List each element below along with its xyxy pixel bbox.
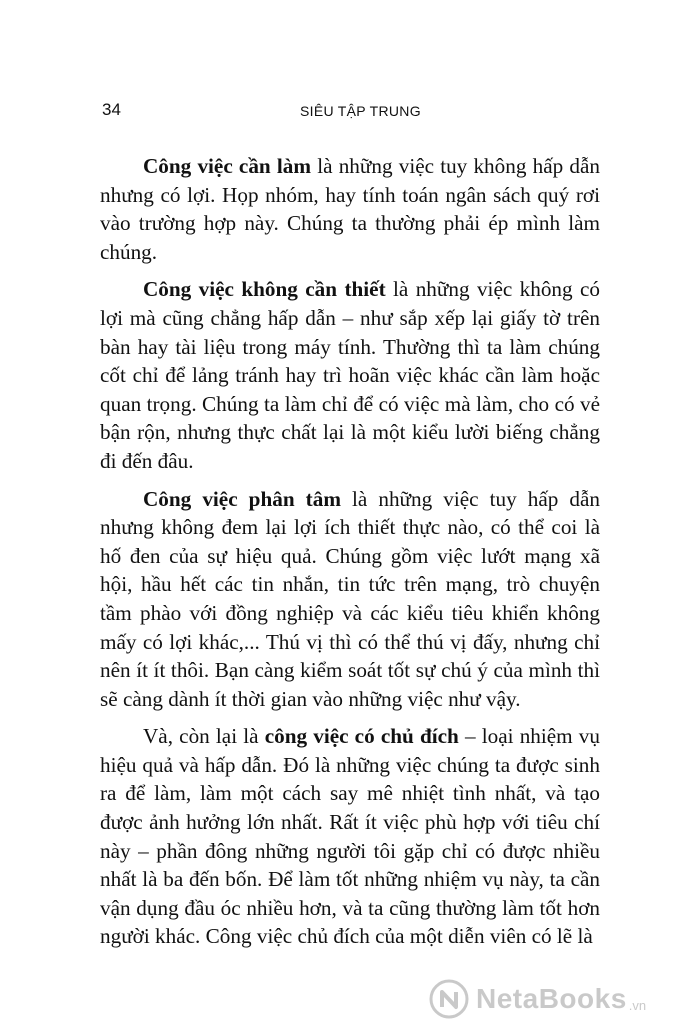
paragraph-text: là những việc tuy hấp dẫn nhưng không đem lại lợi ích thiết thực nào, có thể coi là hố đen của sự hiệu quả. Chúng gồm việc lướt mạng xã hội, hầu hết các tin nhắn, tin tức trên mạng, trò chuyện tầm phào với đồng nghiệp và các kiểu tiêu khiển không mấy có lợi khác,... Thú vị thì có thể thú vị đấy, nhưng chỉ nên ít ít thôi. Bạn càng kiểm soát tốt sự chú ý của mình thì sẽ càng dành ít thời gian vào những việc như vậy. (100, 486, 600, 711)
watermark-suffix: .vn (628, 997, 647, 1013)
paragraph-purposeful-work (100, 722, 600, 951)
paragraph-intro: Và, còn lại là (143, 724, 265, 749)
paragraph-unnecessary-work (100, 275, 600, 475)
watermark-brand: NetaBooks (476, 983, 627, 1014)
page-header (100, 100, 600, 122)
paragraph-text: – loại nhiệm vụ hiệu quả và hấp dẫn. Đó là những việc chúng ta được sinh ra để làm, làm một cách say mê nhiệt tình nhất, và tạo được ảnh hưởng lớn nhất. Rất ít việc phù hợp với tiêu chí này – phần đông những người tôi gặp chỉ có được nhiều nhất là ba đến bốn. Để làm tốt những nhiệm vụ này, ta cần vận dụng đầu óc nhiều hơn, và ta cũng thường làm tốt hơn người khác. Công việc chủ đích của một diễn viên có lẽ là (100, 724, 600, 949)
term-necessary-work: Công việc cần làm (143, 154, 312, 178)
body-text (100, 152, 600, 960)
paragraph-distracting-work (100, 485, 600, 714)
term-purposeful-work: công việc có chủ đích (264, 724, 459, 749)
paragraph-necessary-work (100, 152, 600, 266)
paragraph-text: là những việc tuy không hấp dẫn nhưng có lợi. Họp nhóm, hay tính toán ngân sách quý rơi vào trường hợp này. Chúng ta thường phải ép mình làm chúng. (100, 154, 600, 264)
running-title: SIÊU TẬP TRUNG (300, 103, 421, 119)
paragraph-text: là những việc không có lợi mà cũng chẳng hấp dẫn – như sắp xếp lại giấy tờ trên bàn hay tài liệu trong máy tính. Thường thì ta làm chúng cốt chỉ để lảng tránh hay trì hoãn việc khác cần làm hoặc quan trọng. Chúng ta làm chỉ để có việc mà làm, cho có vẻ bận rộn, nhưng thực chất lại là một kiểu lười biếng chẳng đi đến đâu. (100, 277, 600, 473)
watermark (428, 978, 690, 1020)
term-distracting-work: Công việc phân tâm (143, 486, 341, 511)
term-unnecessary-work: Công việc không cần thiết (143, 277, 386, 302)
netabooks-logo-icon (428, 978, 470, 1020)
page-number: 34 (102, 100, 121, 119)
